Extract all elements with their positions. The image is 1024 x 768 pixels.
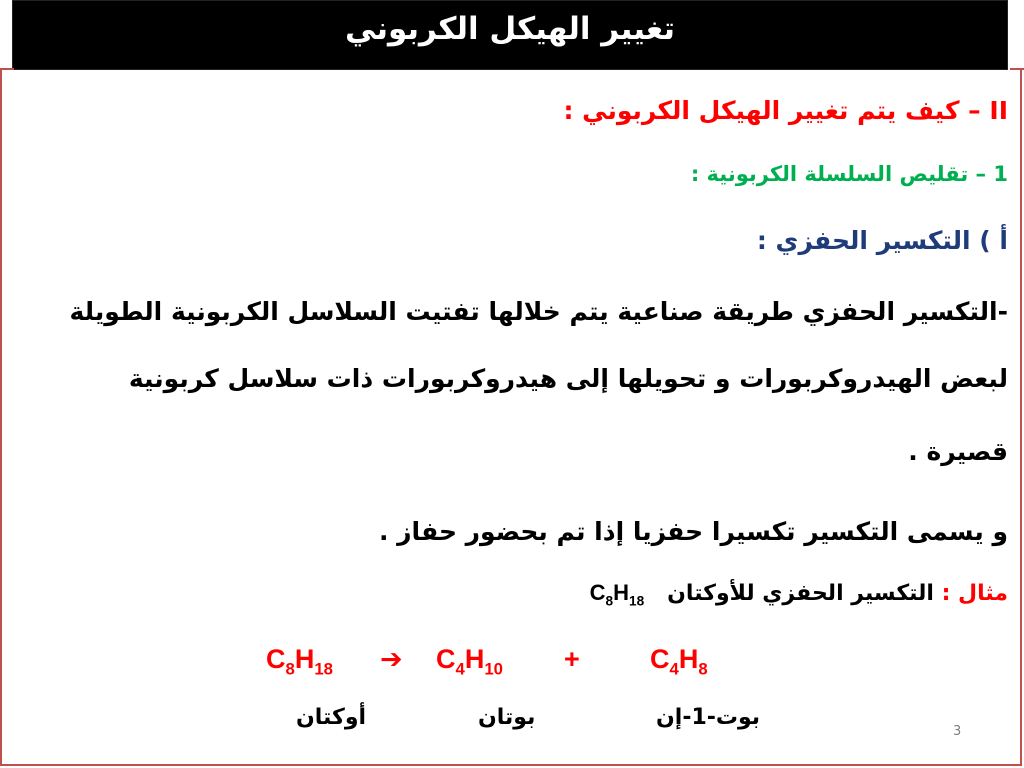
example-label: مثال : — [941, 581, 1008, 606]
paragraph-line-3: قصيرة . — [908, 437, 1008, 466]
subheading: 1 – تقليص السلسلة الكربونية : — [690, 162, 1008, 186]
product2-name: بوت-1-إن — [656, 705, 761, 730]
product1-name: بوتان — [478, 705, 536, 730]
paragraph-line-2: لبعض الهيدروكربورات و تحويلها إلى هيدروكربورات ذات سلاسل كربونية — [128, 364, 1008, 393]
plus-sign: + — [564, 644, 580, 674]
subsubheading: أ ) التكسير الحفزي : — [756, 226, 1008, 255]
product1-formula — [436, 644, 503, 679]
product2-h: H — [678, 644, 699, 674]
reactant-name: أوكتان — [296, 705, 367, 730]
example-text: التكسير الحفزي للأوكتان — [667, 581, 934, 606]
frame-top-left — [0, 68, 14, 70]
title-bar — [12, 0, 1008, 70]
frame-top-right — [1010, 68, 1024, 70]
slide-title: تغيير الهيكل الكربوني — [344, 11, 676, 47]
formula-c-count: 8 — [605, 593, 614, 609]
formula-c: C — [589, 580, 606, 605]
reactant-c: C — [266, 644, 286, 674]
section-heading: II – كيف يتم تغيير الهيكل الكربوني : — [563, 96, 1008, 125]
reactant-h-count: 18 — [314, 659, 333, 679]
product1-h-count: 10 — [484, 659, 503, 679]
product2-c: C — [650, 644, 670, 674]
product1-c-count: 4 — [455, 659, 465, 679]
example-line — [590, 580, 1008, 608]
product2-c-count: 4 — [669, 659, 679, 679]
paragraph-line-1: -التكسير الحفزي طريقة صناعية يتم خلالها تفتيت السلاسل الكربونية الطويلة — [69, 297, 1008, 326]
formula-h: H — [613, 580, 630, 605]
reactant-c-count: 8 — [285, 659, 295, 679]
paragraph-line-4: و يسمى التكسير تكسيرا حفزيا إذا تم بحضور حفاز . — [378, 517, 1008, 546]
page-number: 3 — [953, 724, 962, 739]
product1-h: H — [464, 644, 485, 674]
reaction-arrow-icon: ➔ — [380, 644, 403, 674]
formula-h-count: 18 — [629, 593, 645, 609]
reactant-formula — [266, 644, 333, 679]
product2-h-count: 8 — [698, 659, 708, 679]
example-formula — [589, 580, 645, 609]
reactant-h: H — [294, 644, 315, 674]
product1-c: C — [436, 644, 456, 674]
product2-formula — [650, 644, 708, 679]
